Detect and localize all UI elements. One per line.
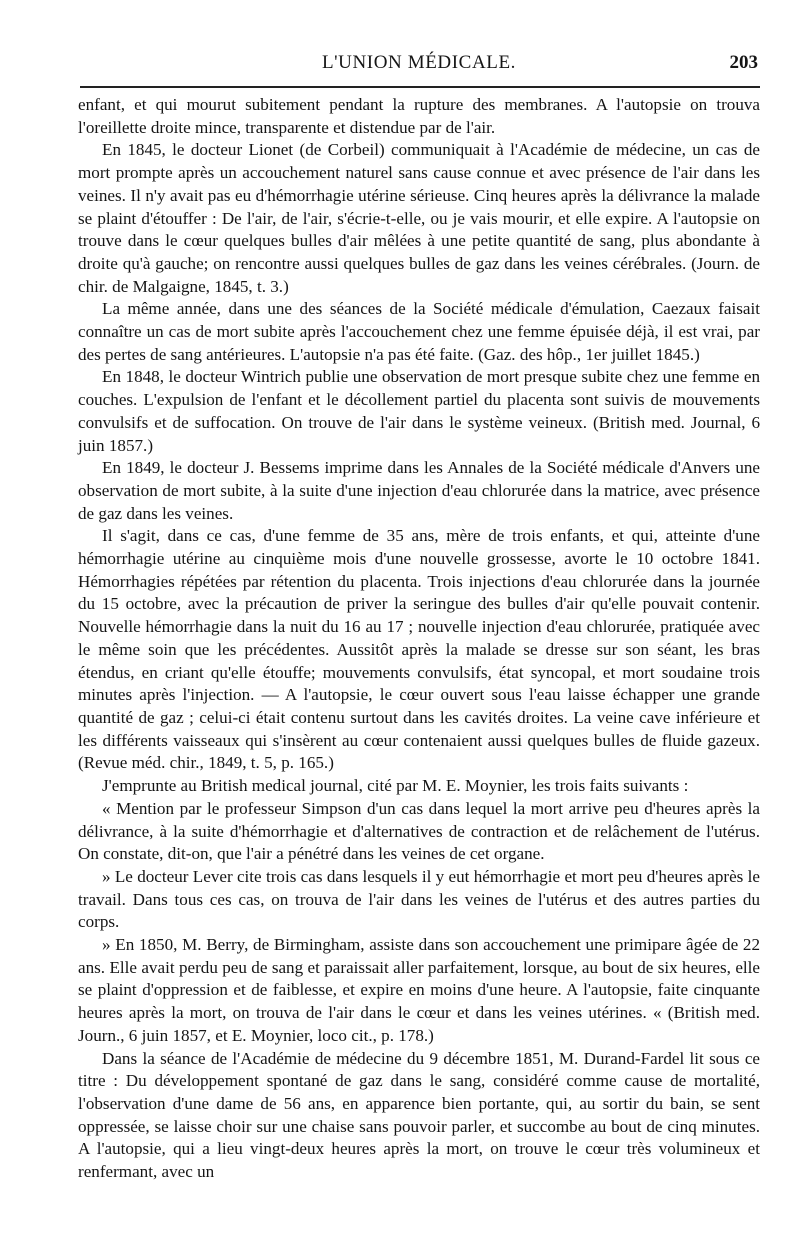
paragraph: Dans la séance de l'Académie de médecine du 9 décembre 1851, M. Durand-Fardel lit sous ce titre : Du développement spontané de gaz dans le sang, considéré comme cause de mortalité, l'observation d'une dame de 56 ans, en apparence bien portante, qui, au sortir du bain, se sent oppressée, se laisse choir sur une chaise sans pouvoir parler, et succombe au bout de cinq minutes. A l'autopsie, qui a lieu vingt-deux heures après la mort, on trouve le cœur très volumineux et renfermant, avec un [78, 1048, 760, 1182]
paragraph: En 1849, le docteur J. Bessems imprime dans les Annales de la Société médicale d'Anvers une observation de mort subite, à la suite d'une injection d'eau chlorurée dans la matrice, avec présence de gaz dans les veines. [78, 458, 760, 523]
page-number: 203 [729, 52, 758, 73]
article-body [78, 94, 760, 1184]
paragraph: En 1845, le docteur Lionet (de Corbeil) communiquait à l'Académie de médecine, un cas de mort prompte après un accouchement naturel sans cause connue et avec présence de l'air dans les veines. Il n'y avait pas eu d'hémorrhagie utérine sérieuse. Cinq heures après la délivrance la malade se plaint d'étouffer : De l'air, de l'air, s'écrie-t-elle, ou je vais mourir, et elle expire. A l'autopsie on trouve dans le cœur quelques bulles d'air mêlées à une petite quantité de sang, plus abondante à droite qu'à gauche; on rencontre aussi quelques bulles de gaz dans les veines cérébrales. (Journ. de chir. de Malgaigne, 1845, t. 3.) [78, 140, 760, 296]
paragraph: enfant, et qui mourut subitement pendant la rupture des membranes. A l'autopsie on trouva l'oreillette droite mince, transparente et distendue par de l'air. [78, 95, 760, 137]
paragraph: En 1848, le docteur Wintrich publie une observation de mort presque subite chez une femme en couches. L'expulsion de l'enfant et le décollement partiel du placenta sont suivis de mouvements convulsifs et de suffocation. On trouve de l'air dans le système veineux. (British med. Journal, 6 juin 1857.) [78, 367, 760, 455]
paragraph: J'emprunte au British medical journal, cité par M. E. Moynier, les trois faits suivants : [102, 776, 689, 796]
journal-title: L'UNION MÉDICALE. [321, 52, 517, 73]
paragraph: « Mention par le professeur Simpson d'un cas dans lequel la mort arrive peu d'heures après la délivrance, à la suite d'hémorrhagie et d'alternatives de contraction et de relâchement de l'utérus. On constate, dit-on, que l'air a pénétré dans les veines de cet organe. [78, 798, 760, 864]
paragraph: » En 1850, M. Berry, de Birmingham, assiste dans son accouchement une primipare âgée de 22 ans. Elle avait perdu peu de sang et paraissait aller parfaitement, lorsque, au bout de six heures, elle se plaint d'oppression et de faiblesse, et expire en moins d'une heure. A l'autopsie, faite cinquante heures après la mort, on trouva de l'air dans le cœur et dans les veines utérines. « (British med. Journ., 6 juin 1857, et E. Moynier, loco cit., p. 178.) [78, 935, 760, 1045]
header-rule [80, 86, 760, 88]
running-header [78, 52, 760, 82]
paragraph: Il s'agit, dans ce cas, d'une femme de 35 ans, mère de trois enfants, et qui, atteinte d'une hémorrhagie utérine au cinquième mois d'une nouvelle grossesse, avorte le 10 octobre 1841. Hémorrhagies répétées par rétention du placenta. Trois injections d'eau chlorurée dans la journée du 15 octobre, avec la précaution de priver la seringue des bulles d'air qu'elle pouvait contenir. Nouvelle hémorrhagie dans la nuit du 16 au 17 ; nouvelle injection d'eau chlorurée, pratiquée avec le même soin que les précédentes. Aussitôt après la malade se dresse sur son séant, les bras étendus, en criant qu'elle étouffe; mouvements convulsifs, état syncopal, et mort soudaine trois minutes après l'injection. — A l'autopsie, le cœur ouvert sous l'eau laisse échapper une grande quantité de gaz ; celui-ci était contenu surtout dans les cavités droites. La veine cave inférieure et les différents vaisseaux qui s'insèrent au cœur contenaient aussi quelques bulles de fluide gazeux. (Revue méd. chir., 1849, t. 5, p. 165.) [78, 526, 760, 773]
paragraph: » Le docteur Lever cite trois cas dans lesquels il y eut hémorrhagie et mort peu d'heures après le travail. Dans tous ces cas, on trouva de l'air dans les veines de l'utérus et des autres parties du corps. [78, 866, 760, 932]
paragraph: La même année, dans une des séances de la Société médicale d'émulation, Caezaux faisait connaître un cas de mort subite après l'accouchement chez une femme épuisée déjà, il est vrai, par des pertes de sang antérieures. L'autopsie n'a pas été faite. (Gaz. des hôp., 1er juillet 1845.) [78, 299, 760, 364]
